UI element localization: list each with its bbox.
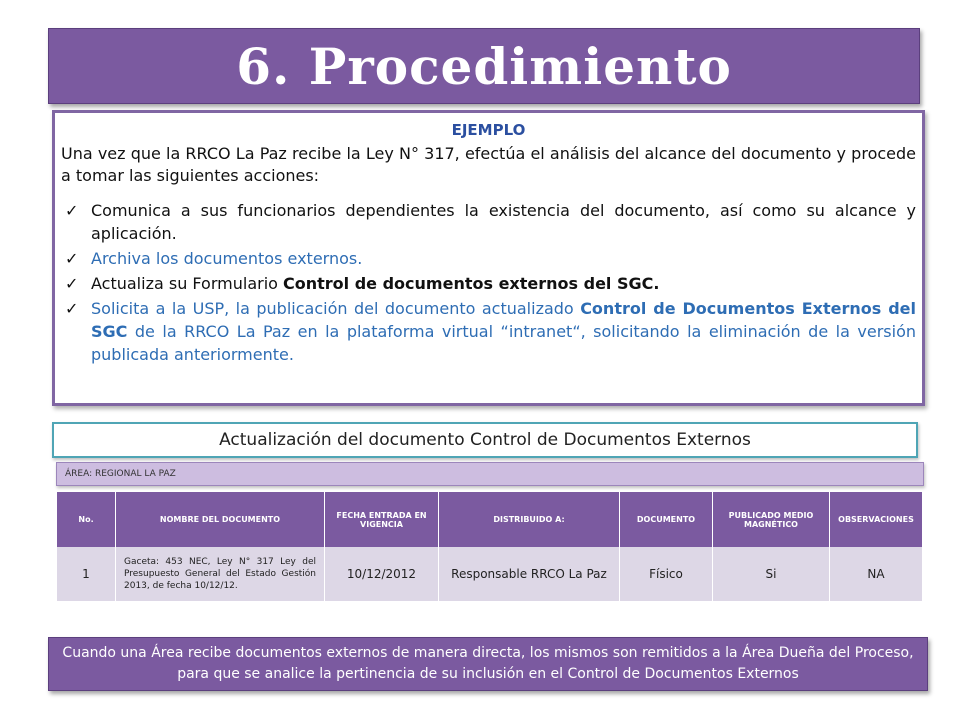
header-effective-date: FECHA ENTRADA EN VIGENCIA [325, 492, 439, 547]
action-item-4 [61, 297, 916, 366]
header-document-name: NOMBRE DEL DOCUMENTO [116, 492, 325, 547]
checkmark-icon: ✓ [65, 299, 79, 318]
table-row [57, 547, 923, 601]
action-item-bold: Control de Documentos Externos del SGC [91, 299, 916, 341]
cell-observations: NA [830, 547, 923, 601]
example-intro: Una vez que la RRCO La Paz recibe la Ley N° 317, efectúa el análisis del alcance del documento y procede a tomar las siguientes acciones: [61, 144, 916, 185]
document-title-box: Actualización del documento Control de Documentos Externos [52, 422, 918, 458]
checkmark-icon: ✓ [65, 249, 79, 268]
action-item-text: Comunica a sus funcionarios dependientes la existencia del documento, así como su alcance y aplicación. [91, 201, 916, 243]
example-heading: EJEMPLO [451, 121, 526, 139]
cell-effective-date: 10/12/2012 [325, 547, 439, 601]
header-distributed-to: DISTRIBUIDO A: [439, 492, 620, 547]
title-banner [48, 28, 920, 104]
action-item-2 [61, 247, 916, 270]
header-no: No. [57, 492, 116, 547]
action-item-text: Solicita a la USP, la publicación del documento actualizado [91, 299, 581, 318]
cell-published-magnetic: Si [713, 547, 830, 601]
action-item-text: Actualiza su Formulario [91, 274, 284, 293]
checkmark-icon: ✓ [65, 274, 79, 293]
footer-note: Cuando una Área recibe documentos externos de manera directa, los mismos son remitidos a la Área Dueña del Proceso, para que se analice la pertinencia de su inclusión en el Control de Documentos Externos [48, 637, 928, 691]
cell-no: 1 [57, 547, 116, 601]
action-item-3 [61, 272, 916, 295]
page-title: 6. Procedimiento [236, 36, 732, 96]
table-header-row [57, 492, 923, 547]
cell-distributed-to: Responsable RRCO La Paz [439, 547, 620, 601]
example-box [52, 110, 925, 406]
action-list [61, 199, 916, 366]
header-document: DOCUMENTO [620, 492, 713, 547]
header-observations: OBSERVACIONES [830, 492, 923, 547]
header-published-magnetic: PUBLICADO MEDIO MAGNÉTICO [713, 492, 830, 547]
action-item-1 [61, 199, 916, 245]
area-label: ÁREA: REGIONAL LA PAZ [56, 462, 924, 486]
documents-table [57, 492, 923, 601]
action-item-bold: Control de documentos externos del SGC. [283, 274, 660, 293]
action-item-text: Archiva los documentos externos. [91, 249, 363, 268]
cell-document: Físico [620, 547, 713, 601]
action-item-suffix: de la RRCO La Paz en la plataforma virtual “intranet“, solicitando la eliminación de la versión publicada anteriormente. [91, 322, 916, 364]
cell-document-name: Gaceta: 453 NEC, Ley N° 317 Ley del Presupuesto General del Estado Gestión 2013, de fecha 10/12/12. [116, 547, 325, 601]
checkmark-icon: ✓ [65, 201, 79, 220]
